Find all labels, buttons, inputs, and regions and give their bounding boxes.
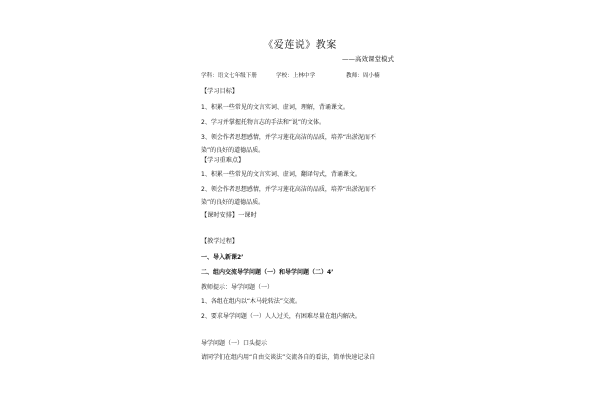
meta-subject: 学科：语文七年级下册 [201, 73, 257, 79]
objective-item: 2、学习并掌握托物言志的手法和“说”的文体。 [201, 119, 326, 126]
key-points-heading: 【学习重难点】 [201, 157, 245, 164]
hint-item: 1、各组在组内以“木马轮转法”交流。 [201, 298, 302, 305]
objective-item: 3、领会作者思想感情，并学习莲花高洁的品质，培养“出淤泥而不 [201, 134, 376, 141]
meta-school: 学校：上林中学 [276, 73, 316, 79]
process-step-2: 二、组内交流导学问题（一）和导学问题（二）4’ [201, 269, 334, 276]
teacher-hint-label: 教师提示：导学问题（一） [201, 284, 274, 291]
objective-item: 染”的良好的道德品质。 [201, 147, 265, 154]
process-step-1: 一、导入新课2’ [201, 254, 244, 261]
objectives-heading: 【学习目标】 [201, 88, 239, 95]
guide-heading: 导学问题（一）口头提示 [201, 340, 268, 347]
process-heading: 【教学过程】 [201, 238, 239, 245]
key-point-item: 1、积累一些常见的文言实词、虚词，翻译句式，背诵课文。 [201, 171, 361, 178]
objective-item: 1、积累一些常见的文言实词、虚词，理解，背诵课文。 [201, 104, 349, 111]
key-point-item: 染”的良好的道德品质。 [201, 199, 265, 206]
hint-item: 2、要求导学问题（一）人人过关，有困难尽量在组内解决。 [201, 313, 361, 320]
meta-teacher: 教师：周小楠 [346, 73, 380, 79]
schedule-line: 【课时安排】一课时 [201, 212, 257, 219]
document-subtitle: ——高效课堂模式 [342, 55, 394, 63]
document-title: 《爱莲说》教案 [263, 40, 337, 51]
guide-text: 请同学们在组内用“自由交谈法”交流各自的看法，简单快速记录自 [201, 354, 376, 361]
key-point-item: 2、领会作者思想感情，并学习莲花高洁的品质，培养“出淤泥而不 [201, 186, 376, 193]
